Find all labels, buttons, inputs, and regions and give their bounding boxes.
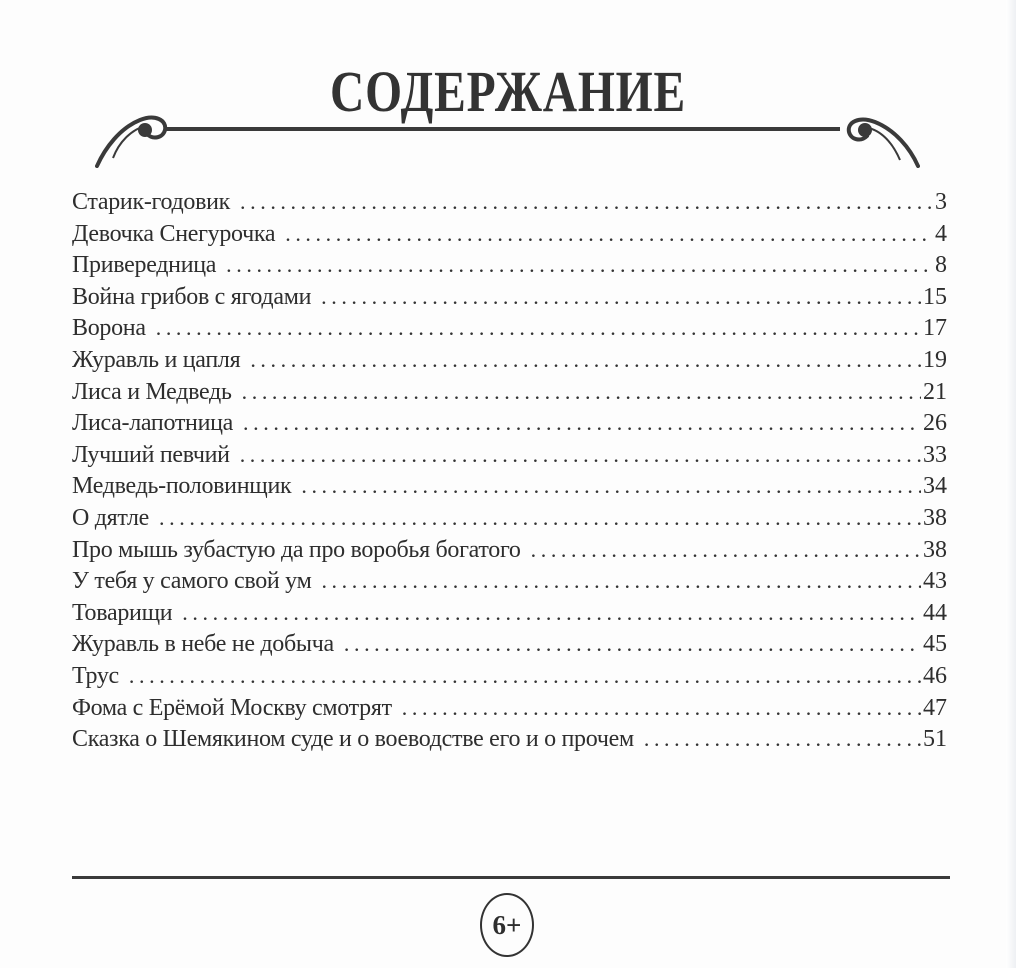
toc-entry-page: 4 <box>935 220 947 247</box>
toc-entry[interactable] <box>72 565 947 597</box>
toc-entry[interactable] <box>72 723 947 755</box>
scroll-divider-icon <box>95 108 920 168</box>
toc-entry-page: 38 <box>923 536 947 563</box>
dot-leader <box>226 249 933 281</box>
toc-entry-title: О дятле <box>72 504 150 531</box>
dot-leader <box>240 439 921 471</box>
toc-entry-page: 8 <box>935 252 947 279</box>
toc-entry-page: 38 <box>923 504 947 531</box>
toc-entry[interactable] <box>72 660 947 692</box>
toc-entry-title: Сказка о Шемякином суде и о воеводстве его и о прочем <box>72 726 634 753</box>
toc-entry[interactable] <box>72 407 947 439</box>
toc-entry[interactable] <box>72 344 947 376</box>
toc-entry-page: 46 <box>923 662 947 689</box>
toc-entry[interactable] <box>72 534 947 566</box>
dot-leader <box>321 281 921 313</box>
dot-leader <box>182 597 921 629</box>
dot-leader <box>285 218 933 250</box>
toc-entry-page: 26 <box>923 410 947 437</box>
toc-entry-title: Привередница <box>72 252 217 279</box>
toc-entry-page: 47 <box>923 694 947 721</box>
toc-entry-title: Журавль в небе не добыча <box>72 631 334 658</box>
dot-leader <box>240 186 933 218</box>
toc-entry-title: Фома с Ерёмой Москву смотрят <box>72 694 392 721</box>
toc-entry-page: 19 <box>923 346 947 373</box>
dot-leader <box>242 376 921 408</box>
page-title: СОДЕРЖАНИЕ <box>329 59 687 124</box>
toc-entry-page: 15 <box>923 283 947 310</box>
dot-leader <box>344 628 921 660</box>
toc-entry-title: Про мышь зубастую да про воробья богатого <box>72 536 521 563</box>
table-of-contents <box>72 186 947 755</box>
toc-entry-page: 21 <box>923 378 947 405</box>
toc-entry[interactable] <box>72 312 947 344</box>
toc-entry-title: Лиса-лапотница <box>72 410 234 437</box>
dot-leader <box>644 723 921 755</box>
dot-leader <box>301 470 921 502</box>
dot-leader <box>321 565 921 597</box>
toc-entry[interactable] <box>72 628 947 660</box>
dot-leader <box>243 407 921 439</box>
toc-entry-title: У тебя у самого свой ум <box>72 568 312 595</box>
toc-entry[interactable] <box>72 692 947 724</box>
toc-entry-title: Лучший певчий <box>72 441 230 468</box>
age-rating-label: 6+ <box>492 909 522 940</box>
toc-entry-title: Девочка Снегурочка <box>72 220 276 247</box>
dot-leader <box>402 692 921 724</box>
toc-entry[interactable] <box>72 249 947 281</box>
toc-entry-title: Ворона <box>72 315 146 342</box>
toc-entry-title: Медведь-половинщик <box>72 473 292 500</box>
toc-entry-title: Товарищи <box>72 599 173 626</box>
toc-entry-page: 3 <box>935 189 947 215</box>
toc-entry-page: 51 <box>923 726 947 753</box>
bottom-divider <box>72 876 950 879</box>
dot-leader <box>531 534 921 566</box>
toc-entry-page: 33 <box>923 441 947 468</box>
toc-entry[interactable] <box>72 439 947 471</box>
toc-entry-title: Старик-годовик <box>72 189 231 215</box>
toc-entry[interactable] <box>72 502 947 534</box>
toc-entry-title: Лиса и Медведь <box>72 378 232 405</box>
page-edge-shadow <box>1006 0 1016 968</box>
toc-entry[interactable] <box>72 376 947 408</box>
dot-leader <box>129 660 921 692</box>
toc-entry-title: Война грибов с ягодами <box>72 283 312 310</box>
toc-entry[interactable] <box>72 218 947 250</box>
dot-leader <box>250 344 921 376</box>
toc-entry[interactable] <box>72 281 947 313</box>
toc-entry-page: 43 <box>923 568 947 595</box>
dot-leader <box>159 502 921 534</box>
toc-entry-page: 34 <box>923 473 947 500</box>
toc-entry[interactable] <box>72 597 947 629</box>
toc-entry-page: 17 <box>923 315 947 342</box>
toc-entry[interactable] <box>72 186 947 218</box>
dot-leader <box>156 312 921 344</box>
toc-entry-title: Трус <box>72 662 119 689</box>
toc-entry-page: 45 <box>923 631 947 658</box>
age-rating-badge <box>480 893 534 957</box>
toc-entry[interactable] <box>72 470 947 502</box>
toc-entry-title: Журавль и цапля <box>72 346 241 373</box>
toc-entry-page: 44 <box>923 599 947 626</box>
